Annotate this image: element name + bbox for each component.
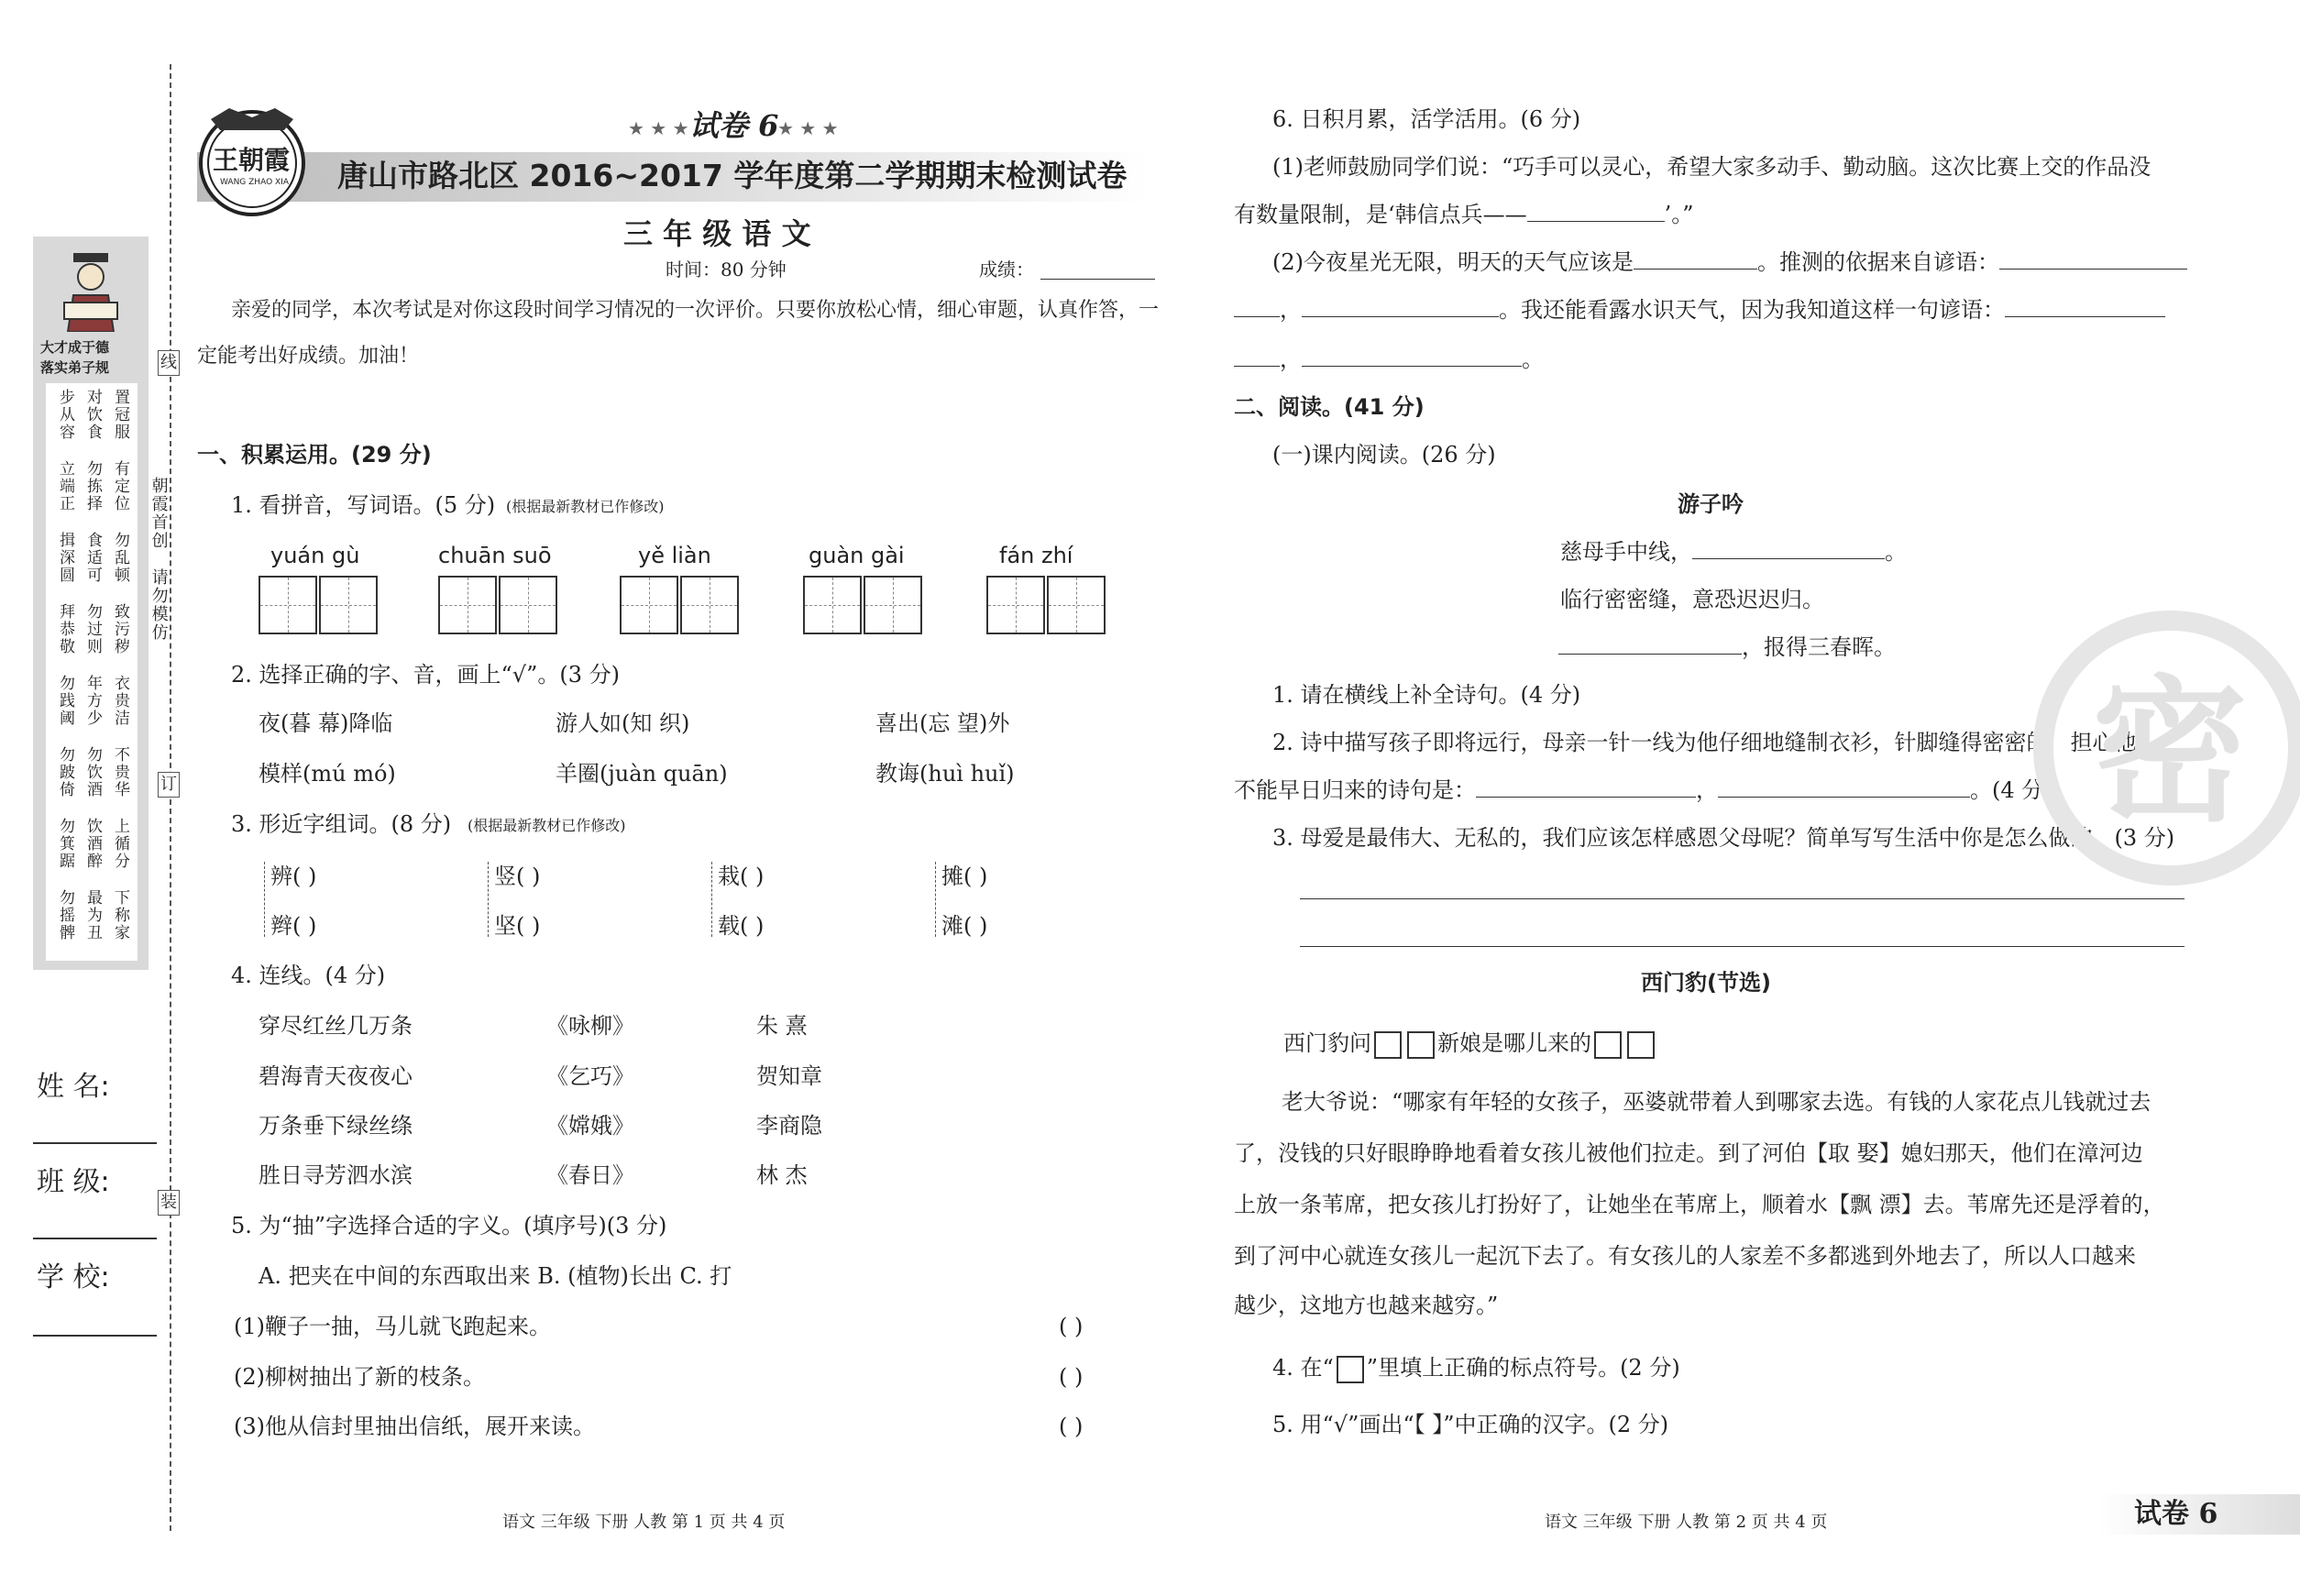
q5-item: (3)他从信封里抽出信纸，展开来读。 [234,1414,595,1439]
q6-2-text-3: 。我还能看露水识天气，因为我知道这样一句谚语： [1499,297,2005,323]
name-field[interactable] [33,1142,157,1144]
q3-brace [935,862,936,937]
question-3: 3. 形近字组词。(8 分) [231,811,452,837]
sidebar-rule: 勿跛倚 [56,746,74,798]
write-box[interactable] [986,576,1045,634]
q5-options: A. 把夹在中间的东西取出来 B. (植物)长出 C. 打 [259,1263,732,1289]
q4-poet[interactable]: 贺知章 [756,1063,822,1089]
sidebar-rule: 勿饮酒 [83,746,102,798]
write-box[interactable] [319,576,378,634]
sidebar-rule: 不贵华 [111,746,129,798]
binding-seal-2: 订 [158,772,180,798]
score-field[interactable] [1040,279,1155,280]
sidebar-rule: 下称家 [111,889,129,941]
sidebar-rule: 年方少 [83,675,102,727]
poem-blank[interactable] [1558,653,1742,655]
section-2-heading: 二、阅读。(41 分) [1234,394,1425,420]
reading-q3: 3. 母爱是最伟大、无私的，我们应该怎样感恩父母呢？简单写写生活中你是怎么做的。(3 分) [1272,825,2175,851]
section-1-heading: 一、积累运用。(29 分) [197,442,432,468]
logo-text: 王朝霞 [213,145,291,175]
story-text: 西门豹问 [1283,1030,1371,1056]
q6-2-line-1 [1272,249,2187,276]
write-box[interactable] [438,576,497,634]
motto-line-2: 落实弟子规 [40,359,110,376]
subject-title: 三 年 级 语 文 [623,216,811,251]
punctuation-box[interactable] [1594,1031,1622,1059]
pinyin-4: guàn gài [809,543,905,568]
score-label: 成绩： [979,259,1034,281]
reading-q1: 1. 请在横线上补全诗句。(4 分) [1272,682,1581,708]
poem-text: 慈母手中线， [1560,539,1692,565]
period: 。 [1522,347,1544,372]
exam-time: 时间：80 分钟 [666,259,787,281]
q3-item[interactable]: 竖( ) [494,864,541,889]
intro-line-1: 亲爱的同学，本次考试是对你这段时间学习情况的一次评价。只要你放松心情，细心审题，认真作答，一 [231,299,1160,322]
question-2: 2. 选择正确的字、音，画上“√”。(3 分) [231,662,620,688]
dew-proverb-blank[interactable] [1302,365,1522,367]
poem-title: 游子吟 [1678,491,1744,517]
punctuation-box[interactable] [1374,1031,1402,1059]
story-title: 西门豹(节选) [1641,970,1771,996]
comma: ， [1280,347,1302,372]
sidebar-rule: 勿摇髀 [56,889,74,941]
sidebar-rule: 勿践阈 [56,675,74,727]
reading-q2-line-1: 2. 诗中描写孩子即将远行，母亲一针一线为他仔细地缝制衣衫，针脚缝得密密的，担心他 [1272,730,2137,755]
reading-q5: 5. 用“√”画出“【 】”中正确的汉字。(2 分) [1272,1412,1669,1437]
story-line: 上放一条苇席，把女孩儿打扮好了，让她坐在苇席上，顺着水【飘 漂】去。苇席先还是浮着的， [1234,1192,2165,1217]
q2-item[interactable]: 羊圈(juàn quān) [556,761,728,787]
story-line: 老大爷说：“哪家有年轻的女孩子，巫婆就带着人到哪家去选。有钱的人家花点儿钱就过去 [1282,1089,2151,1115]
q6-2-text: (2)今夜星光无限，明天的天气应该是 [1272,249,1634,275]
name-label: 姓 名: [37,1071,110,1103]
q6-1-text: 有数量限制，是‘韩信点兵—— [1234,202,1527,227]
write-box[interactable] [864,576,922,634]
corner-badge: 试卷 6 [2134,1498,2218,1530]
reading-q4-text: 4. 在“ [1272,1355,1334,1381]
q4-poem-title[interactable]: 《咏柳》 [546,1013,634,1039]
class-field[interactable] [33,1238,157,1239]
q6-1-line-1: (1)老师鼓励同学们说：“巧手可以灵心，希望大家多动手、勤动脑。这次比赛上交的作品没 [1272,154,2151,180]
story-text: 新娘是哪儿来的 [1437,1030,1591,1056]
exam-title: 唐山市路北区 2016~2017 学年度第二学期期末检测试卷 [337,158,1128,193]
comma: ， [1280,297,1302,323]
story-line: 了，没钱的只好眼睁睁地看着女孩儿被他们拉走。到了河伯【取 娶】媳妇那天，他们在漳河边 [1234,1140,2143,1166]
punctuation-box[interactable] [1627,1031,1655,1059]
answer-line[interactable] [1300,898,2184,899]
q3-brace [488,862,489,937]
pinyin-1: yuán gù [270,543,360,568]
q3-item[interactable]: 摊( ) [941,864,988,889]
pinyin-3: yě liàn [638,543,711,568]
sidebar-rule: 置冠服 [111,389,129,441]
q2-item[interactable]: 夜(暮 幕)降临 [259,710,393,736]
write-box[interactable] [680,576,739,634]
question-1-note: (根据最新教材已作修改) [506,498,665,515]
q2-item[interactable]: 模样(mú mó) [259,761,396,787]
question-1: 1. 看拼音，写词语。(5 分) [231,492,496,518]
poem-line-2: 临行密密缝，意恐迟迟归。 [1560,587,1824,612]
q6-2-line-2 [1234,297,2165,324]
poem-line-3 [1558,634,1896,661]
q6-1-end: ’。” [1664,202,1694,227]
story-line: 越少，这地方也越来越穷。” [1234,1293,1499,1318]
intro-line-2: 定能考出好成绩。加油！ [197,345,420,368]
q6-2-text-2: 。推测的依据来自谚语： [1757,249,1999,275]
sidebar-rule: 饮酒醉 [83,818,102,870]
binding-seal-3: 装 [158,1190,180,1216]
sidebar-rule: 上循分 [111,818,129,870]
dew-proverb-blank[interactable] [1234,365,1280,367]
exam-badge: 试卷 6 [689,108,779,143]
poem-line-1 [1560,539,1907,566]
story-question [1283,1030,1657,1059]
q3-item[interactable]: 坚( ) [494,913,541,939]
binding-line [170,64,171,1531]
question-6: 6. 日积月累，活学活用。(6 分) [1272,106,1581,132]
sidebar-rule: 衣贵洁 [111,675,129,727]
q4-poem-line[interactable]: 碧海青天夜夜心 [259,1063,413,1089]
proverb-blank[interactable] [1999,268,2187,270]
poem-text: ，报得三春晖。 [1742,634,1896,660]
q6-1-blank[interactable] [1527,220,1665,222]
q4-poem-title[interactable]: 《春日》 [546,1162,634,1188]
dew-proverb-blank[interactable] [2005,315,2165,317]
school-field[interactable] [33,1335,157,1337]
proverb-blank[interactable] [1234,315,1280,317]
q5-item: (1)鞭子一抽，马儿就飞跑起来。 [234,1314,551,1339]
binding-seal-1: 线 [158,350,180,376]
sidebar-rule: 勿拣择 [83,460,102,512]
reading-q4-text: ”里填上正确的标点符号。(2 分) [1366,1355,1680,1381]
q2-item[interactable]: 教诲(huì huǐ) [875,761,1015,787]
sidebar-rule: 勿乱顿 [111,532,129,584]
pinyin-2: chuān suō [438,543,552,568]
comma: ， [1696,777,1718,803]
q6-2-line-3 [1234,347,1544,373]
reading-part-1: (一)课内阅读。(26 分) [1272,442,1496,468]
q4-poem-line[interactable]: 胜日寻芳泗水滨 [259,1162,413,1188]
q3-item[interactable]: 辫( ) [270,913,317,939]
motto-panel [33,237,149,970]
logo-subtext: WANG ZHAO XIA [220,178,289,187]
motto-line-1: 大才成于德 [40,339,110,356]
punctuation-box-sample [1337,1356,1364,1383]
story-line: 到了河中心就连女孩儿一起沉下去了。有女孩儿的人家差不多都逃到外地去了，所以人口越来 [1234,1243,2136,1269]
write-box[interactable] [499,576,557,634]
write-box[interactable] [803,576,862,634]
sidebar-rule: 步从容 [56,389,74,441]
rules-list [46,383,138,961]
poem-line-blank[interactable] [1476,796,1696,798]
question-3-note: (根据最新教材已作修改) [468,817,626,834]
sidebar-rule: 有定位 [111,460,129,512]
q3-item[interactable]: 载( ) [718,913,765,939]
punctuation-box[interactable] [1407,1031,1435,1059]
q6-1-line-2 [1234,202,1694,228]
q5-answer-paren[interactable]: ( ) [1059,1314,1084,1339]
sidebar-rule: 对饮食 [83,389,102,441]
write-box[interactable] [620,576,678,634]
proverb-blank[interactable] [1302,315,1499,317]
q3-brace [711,862,712,937]
q4-poet[interactable]: 朱 熹 [756,1013,808,1039]
class-label: 班 级: [37,1166,110,1198]
sidebar-rule: 致污秽 [111,603,129,655]
question-4: 4. 连线。(4 分) [231,963,386,988]
stamp-text: 密 [2092,660,2249,843]
q2-item[interactable]: 游人如(知 织) [556,710,690,736]
q4-poem-line[interactable]: 穿尽红丝几万条 [259,1013,413,1039]
period: 。 [1885,539,1907,565]
confidential-stamp [2033,611,2300,886]
answer-line[interactable] [1300,946,2184,947]
q4-poem-line[interactable]: 万条垂下绿丝绦 [259,1113,413,1139]
sidebar-rule: 勿过则 [83,603,102,655]
sidebar-rule: 最为丑 [83,889,102,941]
logo [193,101,312,220]
sidebar-rule: 揖深圆 [56,532,74,584]
sidebar-rule: 食适可 [83,532,102,584]
q5-answer-paren[interactable]: ( ) [1059,1364,1084,1390]
sidebar-rule: 立端正 [56,460,74,512]
q5-item: (2)柳树抽出了新的枝条。 [234,1364,485,1390]
copyright-note-2: 请勿模仿 [149,568,169,642]
q4-poet[interactable]: 李商隐 [756,1113,822,1139]
q3-item[interactable]: 滩( ) [941,913,988,939]
weather-blank[interactable] [1634,268,1757,270]
school-label: 学 校: [37,1261,110,1293]
footer-right: 语文 三年级 下册 人教 第 2 页 共 4 页 [1545,1513,1828,1532]
q3-item[interactable]: 辨( ) [270,864,317,889]
q4-poem-title[interactable]: 《乞巧》 [546,1063,634,1089]
sidebar-rule: 勿箕踞 [56,818,74,870]
footer-left: 语文 三年级 下册 人教 第 1 页 共 4 页 [502,1513,786,1532]
reading-q2-line-2 [1234,777,2052,804]
reading-q2-text: 不能早日归来的诗句是： [1234,777,1476,803]
reading-q4 [1272,1355,1680,1383]
sidebar-rule: 拜恭敬 [56,603,74,655]
scholar-figure [61,249,121,332]
question-5: 5. 为“抽”字选择合适的字义。(填序号)(3 分) [231,1213,667,1238]
poem-blank[interactable] [1692,557,1885,559]
badge-stars-right: ★ ★ ★ [777,117,839,139]
reading-q2-score: 。(4 分) [1970,777,2052,803]
q3-item[interactable]: 栽( ) [718,864,765,889]
q4-poet[interactable]: 林 杰 [756,1162,808,1188]
pinyin-5: fán zhí [999,543,1073,568]
copyright-note: 朝霞首创 [149,477,169,550]
write-box[interactable] [259,576,317,634]
poem-line-blank[interactable] [1718,796,1970,798]
q3-brace [264,862,265,937]
write-box[interactable] [1047,576,1106,634]
badge-stars-left: ★ ★ ★ [628,117,689,139]
q4-poem-title[interactable]: 《嫦娥》 [546,1113,634,1139]
q2-item[interactable]: 喜出(忘 望)外 [875,710,1010,736]
q5-answer-paren[interactable]: ( ) [1059,1414,1084,1439]
